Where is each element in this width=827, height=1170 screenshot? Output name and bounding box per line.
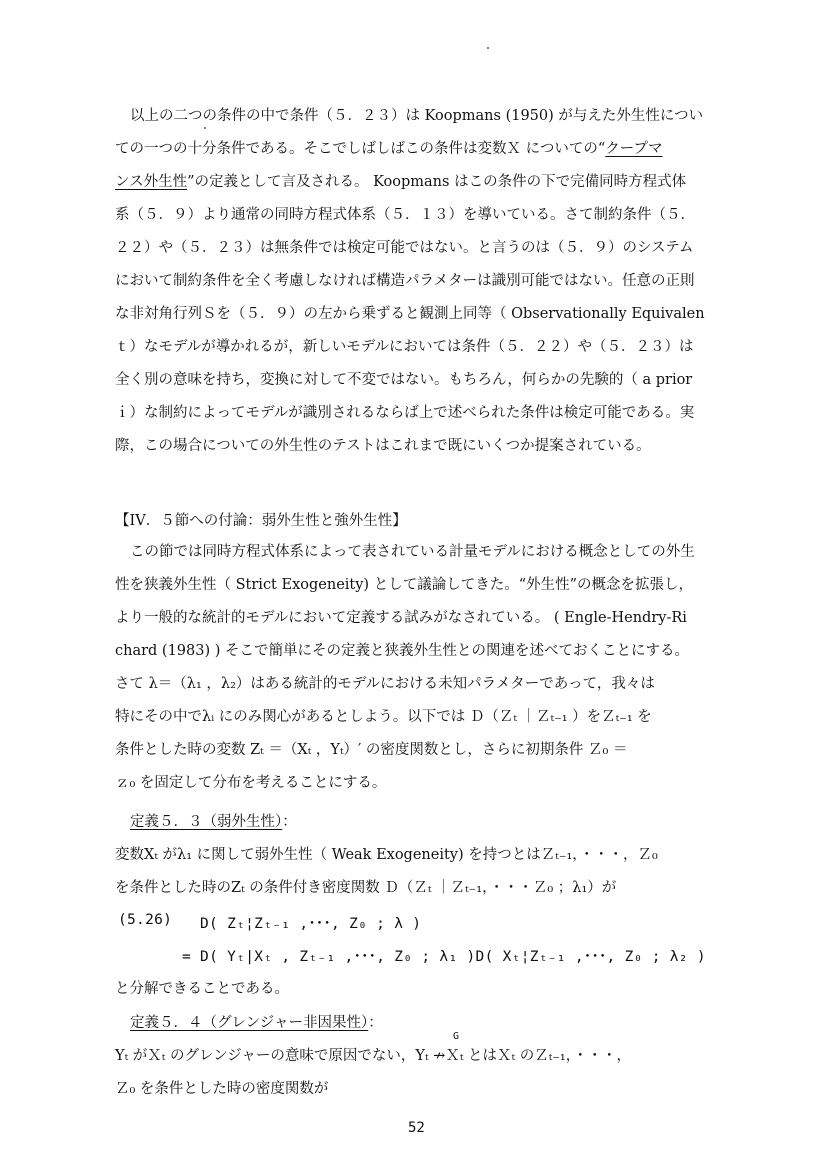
paragraph2-line: より一般的な統計的モデルにおいて定義する試みがなされている。 ( Engle-Hendry-Ri (115, 610, 687, 626)
definition-5-3-title: 定義５．３（弱外生性） (130, 814, 283, 830)
paragraph1-line: 以上の二つの条件の中で条件（５．２３）は Koopmans (1950) が与えた外生性につい (130, 108, 704, 124)
definition-colon: ： (368, 1015, 383, 1031)
definition-5-4-line: Yₜ がＸₜ のグレンジャーの意味で原因でない，Yₜ ↛Ｘₜ とはＸₜ のＺₜ₋₁，・・・， (115, 1048, 631, 1064)
definition-5-4-title: 定義５．４（グレンジャー非因果性） (130, 1015, 369, 1031)
paragraph1-line (115, 139, 735, 159)
definition-5-3-end: と分解できることである。 (115, 981, 289, 997)
paragraph1-line: 全く別の意味を持ち，変換に対して不変ではない。もちろん，何らかの先験的（ a prior (115, 372, 693, 388)
paragraph1-line: ２２）や（５．２３）は無条件では検定可能ではない。と言うのは（５．９）のシステム (115, 240, 694, 256)
definition-5-3-line: 変数Xₜ がλ₁ に関して弱外生性（ Weak Exogeneity) を持つとはＺₜ₋₁，・・・，Ｚ₀ (115, 847, 658, 863)
paragraph2-line: 性を狭義外生性（ Strict Exogeneity) として議論してきた。“外生性”の概念を拡張し， (115, 577, 694, 593)
formula-line: D( Zₜ¦Zₜ₋₁ ,･･･, Z₀ ; λ ) (200, 916, 422, 932)
scan-speck (204, 127, 206, 129)
paragraph1-line-text: ”の定義として言及される。 Koopmans はこの条件の下で完備同時方程式体 (187, 174, 687, 190)
paragraph1-line: な非対角行列Ｓを（５．９）の左から乗ずると観測上同等（ Observationally Equivalen (115, 306, 705, 322)
definition-5-3-line: を条件とした時のZₜ の条件付き密度関数 Ｄ（Ｚₜ ｜Ｚₜ₋₁，・・・Ｚ₀ ；λ₁）が (115, 880, 617, 896)
paragraph1-line (115, 172, 735, 192)
paragraph1-line: 系（５．９）より通常の同時方程式体系（５．１３）を導いている。さて制約条件（５． (115, 207, 695, 223)
paragraph2-line: この節では同時方程式体系によって表されている計量モデルにおける概念としての外生 (130, 544, 695, 560)
paragraph1-line-text: ての一つの十分条件である。そこでしばしばこの条件は変数Ｘ についての“ (115, 141, 606, 157)
section-heading: 【IV．５節への付論：弱外生性と強外生性】 (115, 513, 407, 529)
page-number: 52 (408, 1120, 425, 1136)
paragraph2-line: さて λ＝（λ₁ ，λ₂）はある統計的モデルにおける未知パラメターであって，我々は (115, 676, 655, 692)
definition-5-3-heading (130, 812, 750, 832)
definition-colon: ： (282, 814, 297, 830)
underlined-term: クープマ (605, 141, 663, 157)
definition-5-4-heading (130, 1013, 750, 1033)
underlined-term-cont: ンス外生性 (115, 174, 188, 190)
paragraph1-line: ｔ）なモデルが導かれるが，新しいモデルにおいては条件（５．２２）や（５．２３）は (115, 339, 694, 355)
paragraph2-line: chard (1983) ) そこで簡単にその定義と狭義外生性との関連を述べておくことにする。 (115, 643, 690, 659)
paragraph2-line: ｚ₀ を固定して分布を考えることにする。 (115, 775, 387, 791)
definition-5-4-line: Ｚ₀ を条件とした時の密度関数が (115, 1081, 329, 1097)
granger-mark: G (453, 1031, 460, 1042)
paragraph1-line: 際，この場合についての外生性のテストはこれまで既にいくつか提案されている。 (115, 438, 651, 454)
formula-label: (5.26) (118, 912, 173, 928)
paragraph1-line: において制約条件を全く考慮しなければ構造パラメターは識別可能ではない。任意の正則 (115, 273, 695, 289)
paragraph1-line: ｉ）な制約によってモデルが識別されるならば上で述べられた条件は検定可能である。実 (115, 405, 695, 421)
paragraph2-line: 条件とした時の変数 Zₜ ＝（Xₜ ，Yₜ）′ の密度関数とし，さらに初期条件 Ｚ₀ ＝ (115, 742, 628, 758)
paragraph2-line: 特にその中でλᵢ にのみ関心があるとしよう。以下では Ｄ（Ｚₜ ｜Ｚₜ₋₁ ）をＺₜ₋₁ を (115, 709, 652, 725)
formula-line: = D( Yₜ|Xₜ , Zₜ₋₁ ,･･･, Z₀ ; λ₁ )D( Xₜ¦Zₜ₋₁ ,･･･, Z₀ ; λ₂ ) (182, 949, 706, 965)
scan-speck (487, 47, 489, 49)
